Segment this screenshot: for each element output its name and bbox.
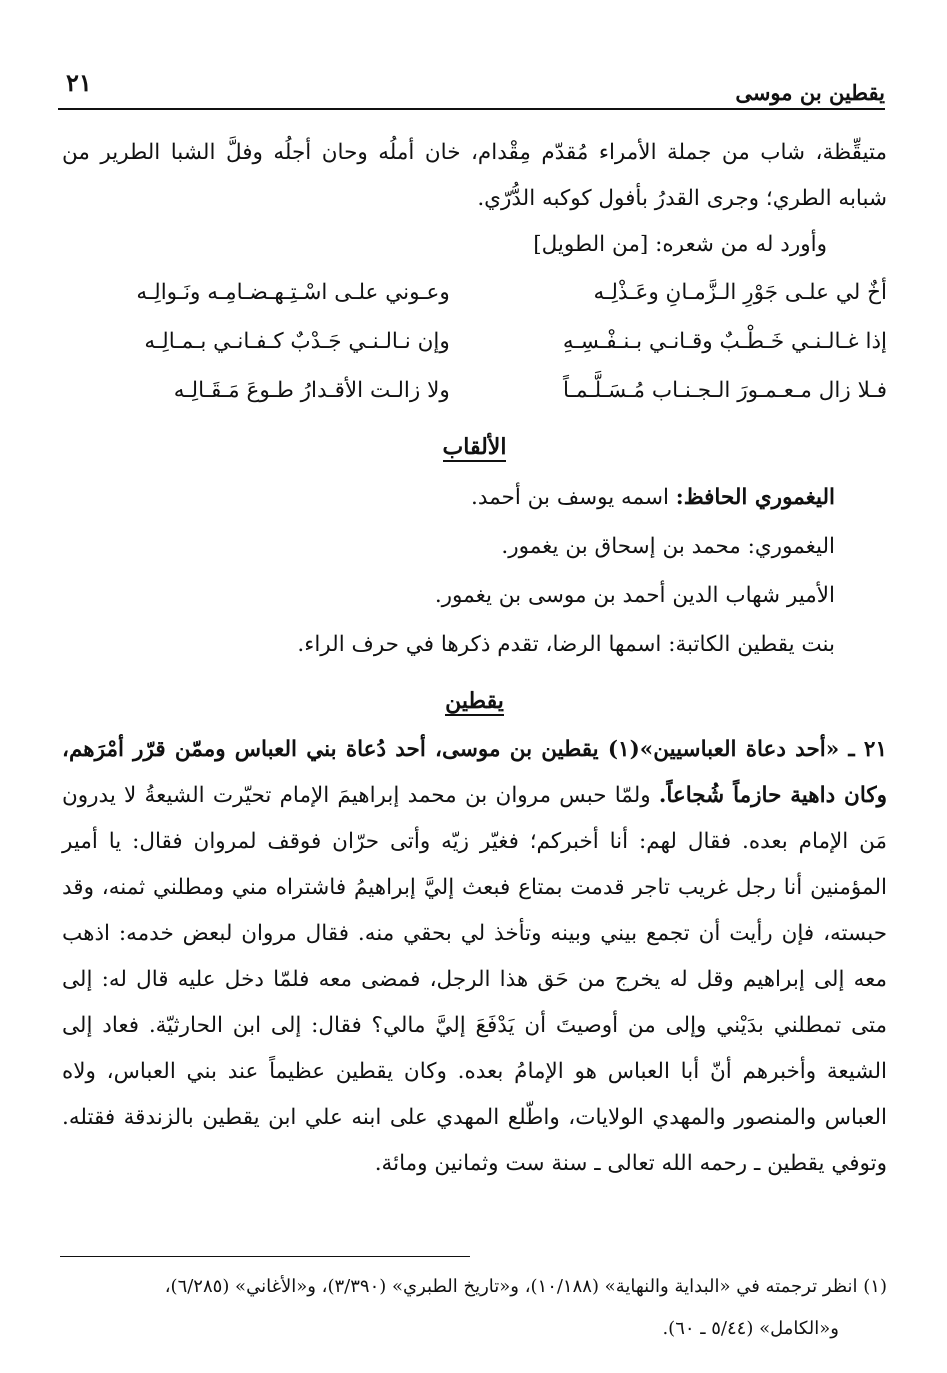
poem-verse [62, 268, 887, 317]
verse-first-hemistich: فـلا زال مـعـمـورَ الـجـنـاب مُـسَـلَّـمـاً [563, 378, 887, 403]
biography-entry [62, 727, 887, 1187]
page-body [62, 130, 887, 1187]
verse-second-hemistich: وإن نـالـنـي جَـدْبٌ كـفـانـي بـمـالِـه [144, 329, 450, 354]
verse-first-hemistich: إذا غـالـنـي خَـطْـبٌ وقـانـي بـنـفْـسِـهِ [562, 329, 887, 354]
entry-body: ولمّا حبس مروان بن محمد إبراهيمَ الإمام تحيّرت الشيعةُ لا يدرون مَن الإمام بعده. فقال لهم: أنا أخبركم؛ فغيّر زيّه وأتى حرّان فوقف لمروان فقال: يا أمير المؤمنين أنا رجل غريب تاجر قدمت بمتاع فبعث إليَّ إبراهيمُ فاشتراه مني ومطلني ثمنه، وقد حبسته، فإن رأيت أن تجمع بيني وبينه وتأخذ لي بحقي منه. فقال مروان لبعض خدمه: اذهب معه إلى إبراهيم وقل له يخرج من حَق هذا الرجل، فمضى معه فلمّا دخل عليه قال له: إلى متى تمطلني بدَيْني وإلى من أوصيتَ أن يَدْفَعَ إليَّ مالي؟ فقال: إلى ابن الحارثيّة. فعاد إلى الشيعة وأخبرهم أنّ أبا العباس هو الإمامُ بعده. وكان يقطين عظيماً عند بني العباس، ولاه العباس والمنصور والمهدي الولايات، واطّلع المهدي على ابنه علي ابن يقطين بالزندقة فقتله. وتوفي يقطين ـ رحمه الله تعالى ـ سنة ست وثمانين ومائة. [62, 783, 887, 1176]
laqab-text: اسمه يوسف بن أحمد. [470, 485, 676, 510]
section-heading-text: الألقاب [442, 434, 507, 460]
verse-second-hemistich: ولا زالـت الأقـدارُ طـوعَ مَـقَـالِـه [173, 378, 450, 403]
laqab-text: بنت يقطين الكاتبة: اسمها الرضا، تقدم ذكرها في حرف الراء. [297, 632, 835, 657]
footnote [60, 1266, 887, 1350]
running-title: يقطين بن موسى [735, 80, 885, 105]
verse-first-hemistich: أخٌ لي علـى جَوْرِ الـزَّمـانِ وعَـذْلِـه [593, 280, 887, 305]
poem-intro: وأورد له من شعره: [من الطويل] [533, 232, 827, 257]
laqab-entry [62, 620, 887, 669]
footnote-divider [60, 1256, 470, 1257]
page-header [58, 62, 885, 110]
previous-entry-paragraph: متيقِّظة، شاب من جملة الأمراء مُقدّم مِقْدام، خان أملُه وحان أجلُه وفلَّ الشبا الطرير من شبابه الطري؛ وجرى القدرُ بأفول كوكبه الدُّرّي. [62, 140, 887, 211]
poem-verse [62, 366, 887, 415]
laqab-text: اليغموري: محمد بن إسحاق بن يغمور. [501, 534, 835, 559]
entry-lead: ٢١ ـ «أحد دعاة العباسيين»(١) يقطين بن موسى، أحد دُعاة بني العباس وممّن قرّر أمْرَهم، وكان داهية حازماً شُجاعاً. [62, 737, 887, 808]
laqab-entry [62, 473, 887, 522]
page-number: ٢١ [66, 68, 92, 97]
laqab-entry [62, 522, 887, 571]
poem [62, 268, 887, 415]
section-heading-yaqtin [62, 679, 887, 723]
footnote-line: و«الكامل» (٥/٤٤ ـ ٦٠). [662, 1318, 839, 1339]
poem-verse [62, 317, 887, 366]
laqab-text: الأمير شهاب الدين أحمد بن موسى بن يغمور. [434, 583, 835, 608]
laqab-entry [62, 571, 887, 620]
footnote-line: (١) انظر ترجمته في «البداية والنهاية» (١٠/١٨٨)، و«تاريخ الطبري» (٣/٣٩٠)، و«الأغاني» (٦/٢٨٥)، [164, 1276, 887, 1297]
section-heading-text: يقطين [445, 688, 504, 714]
section-heading-alqab [62, 425, 887, 469]
verse-second-hemistich: وعـوني علـى اسْـتِـهـضـامِـه ونَـوالِـه [136, 280, 450, 305]
laqab-name: اليغموري الحافظ: [675, 485, 835, 510]
